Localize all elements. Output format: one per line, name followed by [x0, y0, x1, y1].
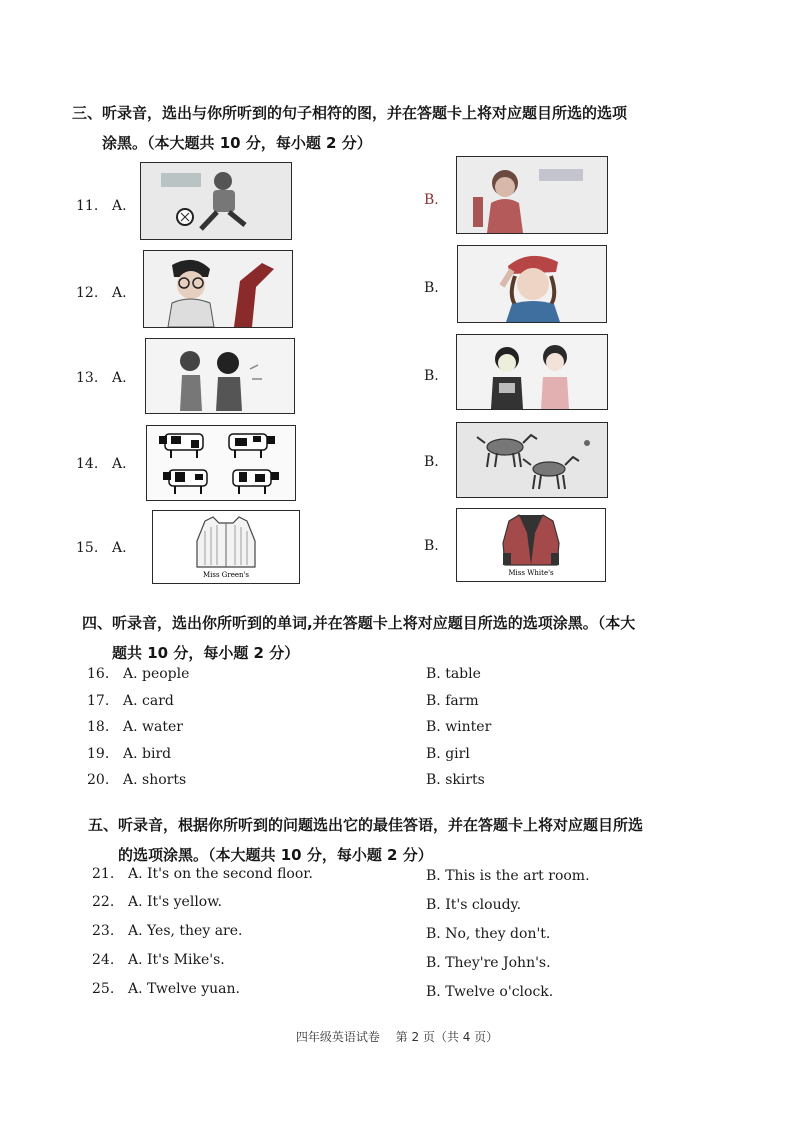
cows-icon [147, 426, 295, 500]
question-number: 14. [76, 456, 99, 472]
question-18-option-a [87, 719, 183, 735]
option-text: A. people [123, 666, 190, 682]
option-letter: A. [112, 456, 127, 472]
question-number: 13. [76, 370, 99, 386]
option-text: A. It's yellow. [128, 894, 223, 910]
question-20-option-a [87, 772, 186, 788]
boy-playing-football-picture [140, 162, 292, 240]
option-text: A. water [123, 719, 183, 735]
girl-icon [457, 157, 607, 233]
option-text: A. Yes, they are. [128, 923, 243, 939]
question-19-option-a [87, 746, 171, 762]
question-16-option-a [87, 666, 189, 682]
question-11-option-a [76, 198, 127, 214]
question-22-option-a [92, 894, 222, 910]
option-letter: A. [112, 540, 127, 556]
goats-icon [457, 423, 607, 497]
question-24-option-a [92, 952, 225, 968]
question-number: 15. [76, 540, 99, 556]
question-19-option-b: B. girl [426, 746, 470, 762]
question-13-option-a [76, 370, 127, 386]
question-number: 19. [87, 746, 110, 762]
question-15-option-b: B. [424, 538, 439, 554]
girl-with-hat-icon [458, 246, 606, 322]
question-18-option-b: B. winter [426, 719, 492, 735]
coat-icon [457, 509, 605, 581]
children-playing-icon [146, 339, 294, 413]
boy-playing-football-icon [141, 163, 291, 239]
four-cows-picture [146, 425, 296, 501]
question-14-option-b: B. [424, 454, 439, 470]
question-20-option-b: B. skirts [426, 772, 485, 788]
question-14-option-a [76, 456, 127, 472]
question-25-option-b: B. Twelve o'clock. [426, 984, 554, 1000]
question-number: 21. [92, 866, 115, 882]
girl-with-hat-picture [457, 245, 607, 323]
question-12-option-a [76, 285, 127, 301]
coat-picture [456, 508, 606, 582]
question-15-option-a [76, 540, 127, 556]
question-number: 23. [92, 923, 115, 939]
page-footer [0, 1028, 794, 1045]
children-playing-picture [145, 338, 295, 414]
footer-page-number: 第 2 页（共 4 页） [395, 1030, 499, 1044]
question-21-option-b: B. This is the art room. [426, 868, 590, 884]
section-4-title-line-2: 题共 10 分，每小题 2 分） [112, 644, 300, 662]
question-number: 12. [76, 285, 99, 301]
section-4-title [82, 608, 635, 668]
option-letter: A. [112, 285, 127, 301]
option-text: A. bird [123, 746, 172, 762]
question-16-option-b: B. table [426, 666, 481, 682]
question-number: 18. [87, 719, 110, 735]
option-text: A. card [123, 693, 174, 709]
coat-caption: Miss White's [508, 569, 554, 577]
question-21-option-a [92, 866, 313, 882]
section-4-title-line-1: 四、听录音，选出你所听到的单词,并在答题卡上将对应题目所选的选项涂黑。（本大 [82, 614, 636, 632]
question-17-option-a [87, 693, 174, 709]
section-3-title [72, 98, 627, 158]
question-23-option-a [92, 923, 242, 939]
footer-subject: 四年级英语试卷 [295, 1030, 380, 1044]
option-text: A. Twelve yuan. [128, 981, 240, 997]
question-12-option-b: B. [424, 280, 439, 296]
question-24-option-b: B. They're John's. [426, 955, 551, 971]
question-number: 17. [87, 693, 110, 709]
question-23-option-b: B. No, they don't. [426, 926, 551, 942]
section-5-title-line-2: 的选项涂黑。（本大题共 10 分，每小题 2 分） [118, 846, 433, 864]
question-22-option-b: B. It's cloudy. [426, 897, 522, 913]
section-3-title-line-2: 涂黑。（本大题共 10 分，每小题 2 分） [102, 134, 372, 152]
question-number: 25. [92, 981, 115, 997]
question-13-option-b: B. [424, 368, 439, 384]
option-text: A. shorts [123, 772, 187, 788]
section-5-title [88, 810, 643, 870]
boy-with-glasses-icon [144, 251, 292, 327]
goats-picture [456, 422, 608, 498]
jacket-caption: Miss Green's [202, 571, 250, 579]
question-number: 22. [92, 894, 115, 910]
boy-and-girl-icon [457, 335, 607, 409]
boy-and-girl-picture [456, 334, 608, 410]
girl-picture [456, 156, 608, 234]
question-number: 11. [76, 198, 99, 214]
option-letter: A. [112, 370, 127, 386]
boy-with-glasses-picture [143, 250, 293, 328]
question-17-option-b: B. farm [426, 693, 479, 709]
question-25-option-a [92, 981, 240, 997]
jacket-icon [153, 511, 299, 583]
jacket-picture [152, 510, 300, 584]
option-text: A. It's Mike's. [128, 952, 225, 968]
question-number: 24. [92, 952, 115, 968]
question-number: 16. [87, 666, 110, 682]
question-number: 20. [87, 772, 110, 788]
section-3-title-line-1: 三、听录音，选出与你所听到的句子相符的图，并在答题卡上将对应题目所选的选项 [72, 104, 628, 122]
option-text: A. It's on the second floor. [128, 866, 313, 882]
section-5-title-line-1: 五、听录音，根据你所听到的问题选出它的最佳答语，并在答题卡上将对应题目所选 [88, 816, 644, 834]
question-11-option-b: B. [424, 192, 439, 208]
option-letter: A. [112, 198, 127, 214]
